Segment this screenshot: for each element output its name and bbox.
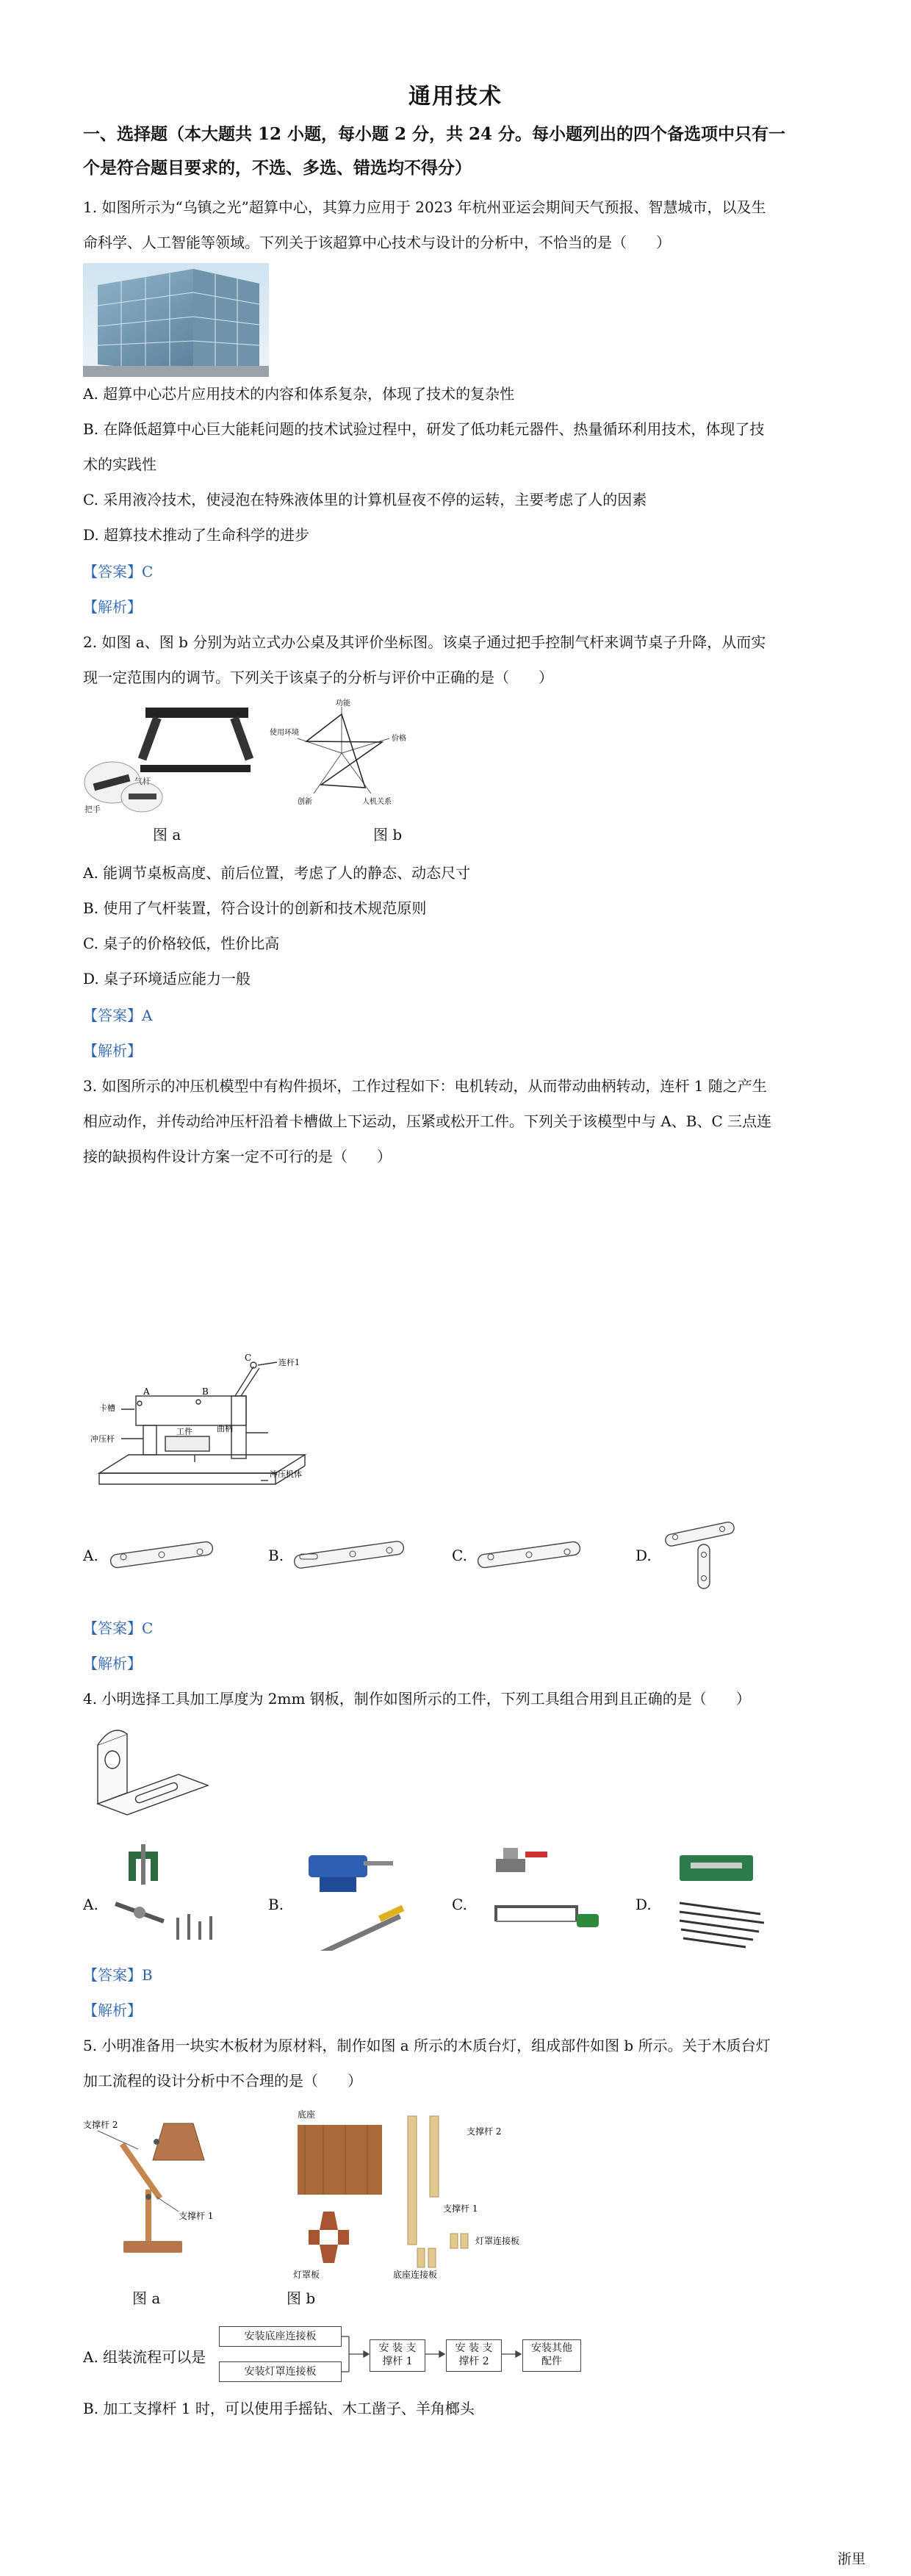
q3-stem-line1: 3. 如图所示的冲压机模型中有构件损坏，工作过程如下：电机转动，从而带动曲柄转动，连杆 1 随之产生 <box>83 1077 767 1095</box>
flow-box-install-rod-2-line2: 撑杆 2 <box>458 2356 489 2367</box>
flow-box-install-shade-connector: 安装灯罩连接板 <box>219 2361 342 2382</box>
label-point-c: C <box>245 1353 252 1363</box>
q5-option-b: B. 加工支撑杆 1 时，可以使用手摇钻、木工凿子、羊角榔头 <box>83 2400 475 2417</box>
q5-figure-b-caption: 图 b <box>287 2289 316 2307</box>
q5-stem-line2: 加工流程的设计分析中不合理的是（ ） <box>83 2072 362 2090</box>
q3-answer: 【答案】C <box>83 1619 154 1637</box>
label-shade-board: 灯罩板 <box>293 2270 320 2280</box>
q4-option-b-tools <box>294 1841 419 1951</box>
q2-option-b: B. 使用了气杆装置，符合设计的创新和技术规范原则 <box>83 899 427 917</box>
flow-box-install-rod-1-line2: 撑杆 1 <box>382 2356 413 2367</box>
standing-desk-image <box>83 702 259 816</box>
q2-answer: 【答案】A <box>83 1007 153 1024</box>
label-support-rod-2: 支撑杆 2 <box>83 2120 118 2130</box>
flow-box-install-other-line1: 安装其他 <box>531 2342 572 2354</box>
label-gasrod: 气杆 <box>134 777 151 786</box>
q4-option-a-label: A. <box>83 1896 98 1913</box>
flow-box-install-rod-1-line1: 安 装 支 <box>378 2342 417 2354</box>
label-point-b: B <box>202 1386 209 1397</box>
label-support-rod-1-b: 支撑杆 1 <box>443 2203 478 2214</box>
q3-option-d-label: D. <box>635 1547 652 1564</box>
label-workpiece: 工件 <box>176 1427 192 1436</box>
radar-label-innovation: 创新 <box>298 798 312 806</box>
q3-option-d-bars <box>658 1514 746 1594</box>
q2-stem-line2: 现一定范围内的调节。下列关于该桌子的分析与评价中正确的是（ ） <box>83 669 553 686</box>
evaluation-radar-chart <box>268 698 415 808</box>
label-press-body: 冲压机体 <box>270 1469 302 1479</box>
q2-stem-line1: 2. 如图 a、图 b 分别为站立式办公桌及其评价坐标图。该桌子通过把手控制气杆来调节桌子升降，从而实 <box>83 633 766 651</box>
q2-option-a: A. 能调节桌板高度、前后位置，考虑了人的静态、动态尺寸 <box>83 864 471 882</box>
q1-option-b-line1: B. 在降低超算中心巨大能耗问题的技术试验过程中，研发了低功耗元器件、热量循环利用技术，体现了技 <box>83 420 765 438</box>
radar-label-ergonomics: 人机关系 <box>362 798 392 806</box>
radar-label-function: 功能 <box>336 699 350 708</box>
label-press-rod: 冲压杆 <box>90 1434 115 1444</box>
q4-option-d-label: D. <box>635 1896 652 1913</box>
q3-option-a-label: A. <box>83 1547 98 1564</box>
label-slot: 卡槽 <box>99 1403 115 1413</box>
q1-option-b-line2: 术的实践性 <box>83 456 156 473</box>
q3-stem-line2: 相应动作，并传动给冲压杆沿着卡槽做上下运动，压紧或松开工件。下列关于该模型中与 A、B、C 三点连 <box>83 1112 772 1130</box>
q5-option-a: A. 组装流程可以是 <box>83 2348 206 2366</box>
q3-option-a-bar <box>103 1532 220 1576</box>
page-footer: 浙里 <box>837 2551 865 2567</box>
section-heading-line1: 一、选择题（本大题共 12 小题，每小题 2 分，共 24 分。每小题列出的四个备选项中只有一 <box>83 124 786 144</box>
q3-option-b-label: B. <box>268 1547 284 1564</box>
q2-option-c: C. 桌子的价格较低，性价比高 <box>83 935 280 952</box>
label-connecting-rod-1: 连杆1 <box>278 1358 300 1367</box>
q5-stem-line1: 5. 小明准备用一块实木板材为原材料，制作如图 a 所示的木质台灯，组成部件如图 b 所示。关于木质台灯 <box>83 2037 771 2054</box>
q5-figure-a-caption: 图 a <box>132 2289 161 2307</box>
lamp-components-image <box>283 2109 547 2281</box>
label-base-connector: 底座连接板 <box>393 2270 438 2280</box>
q1-option-a: A. 超算中心芯片应用技术的内容和体系复杂，体现了技术的复杂性 <box>83 385 515 403</box>
supercomputer-building-image <box>83 263 269 377</box>
label-support-rod-2-b: 支撑杆 2 <box>467 2126 502 2137</box>
q3-option-b-bar <box>287 1532 411 1576</box>
steel-bracket-workpiece-image <box>83 1723 215 1826</box>
q2-analysis: 【解析】 <box>83 1042 142 1059</box>
flow-box-install-rod-2-line1: 安 装 支 <box>455 2342 493 2354</box>
q2-figure-a-caption: 图 a <box>153 826 181 843</box>
flow-box-install-rod-1 <box>370 2339 425 2372</box>
q3-option-c-label: C. <box>452 1547 467 1564</box>
label-shade-connector: 灯罩连接板 <box>475 2236 520 2246</box>
q4-answer: 【答案】B <box>83 1966 153 1984</box>
q3-option-c-bar <box>470 1532 588 1576</box>
q4-analysis: 【解析】 <box>83 2001 142 2019</box>
flow-box-install-other-line2: 配件 <box>541 2356 562 2367</box>
flow-box-install-base-connector: 安装底座连接板 <box>219 2326 342 2347</box>
label-point-a: A <box>143 1386 150 1397</box>
page-title: 通用技术 <box>408 84 503 109</box>
q1-option-d: D. 超算技术推动了生命科学的进步 <box>83 526 310 544</box>
q4-option-c-label: C. <box>452 1896 467 1913</box>
q1-option-c: C. 采用液冷技术，使浸泡在特殊液体里的计算机昼夜不停的运转，主要考虑了人的因素 <box>83 491 647 508</box>
q4-option-d-tools <box>665 1841 790 1951</box>
q4-option-c-tools <box>481 1841 606 1951</box>
q2-figure-b-caption: 图 b <box>373 826 403 843</box>
q4-stem: 4. 小明选择工具加工厚度为 2mm 钢板，制作如图所示的工件，下列工具组合用到且正确的是（ ） <box>83 1690 751 1708</box>
section-heading-line2: 个是符合题目要求的，不选、多选、错选均不得分） <box>83 158 472 178</box>
label-handle: 把手 <box>84 805 101 814</box>
q4-option-a-tools <box>107 1844 231 1951</box>
q2-option-d: D. 桌子环境适应能力一般 <box>83 970 251 987</box>
q1-stem-line1: 1. 如图所示为“乌镇之光”超算中心，其算力应用于 2023 年杭州亚运会期间天气预报、智慧城市，以及生 <box>83 198 766 216</box>
q3-analysis: 【解析】 <box>83 1655 142 1672</box>
label-crank: 曲柄 <box>217 1424 233 1433</box>
flow-box-install-rod-2 <box>446 2339 502 2372</box>
flow-box-install-other <box>522 2339 581 2372</box>
q4-option-b-label: B. <box>268 1896 284 1913</box>
punch-press-model-diagram <box>84 1352 364 1499</box>
q1-analysis: 【解析】 <box>83 598 142 616</box>
radar-label-environment: 使用环境 <box>270 729 299 737</box>
q1-answer: 【答案】C <box>83 563 154 580</box>
q3-stem-line3: 接的缺损构件设计方案一定不可行的是（ ） <box>83 1148 392 1165</box>
label-base: 底座 <box>298 2109 316 2120</box>
wooden-lamp-image <box>83 2109 230 2267</box>
label-support-rod-1: 支撑杆 1 <box>179 2211 214 2221</box>
radar-label-price: 价格 <box>392 735 406 743</box>
q1-stem-line2: 命科学、人工智能等领域。下列关于该超算中心技术与设计的分析中，不恰当的是（ ） <box>83 234 671 251</box>
